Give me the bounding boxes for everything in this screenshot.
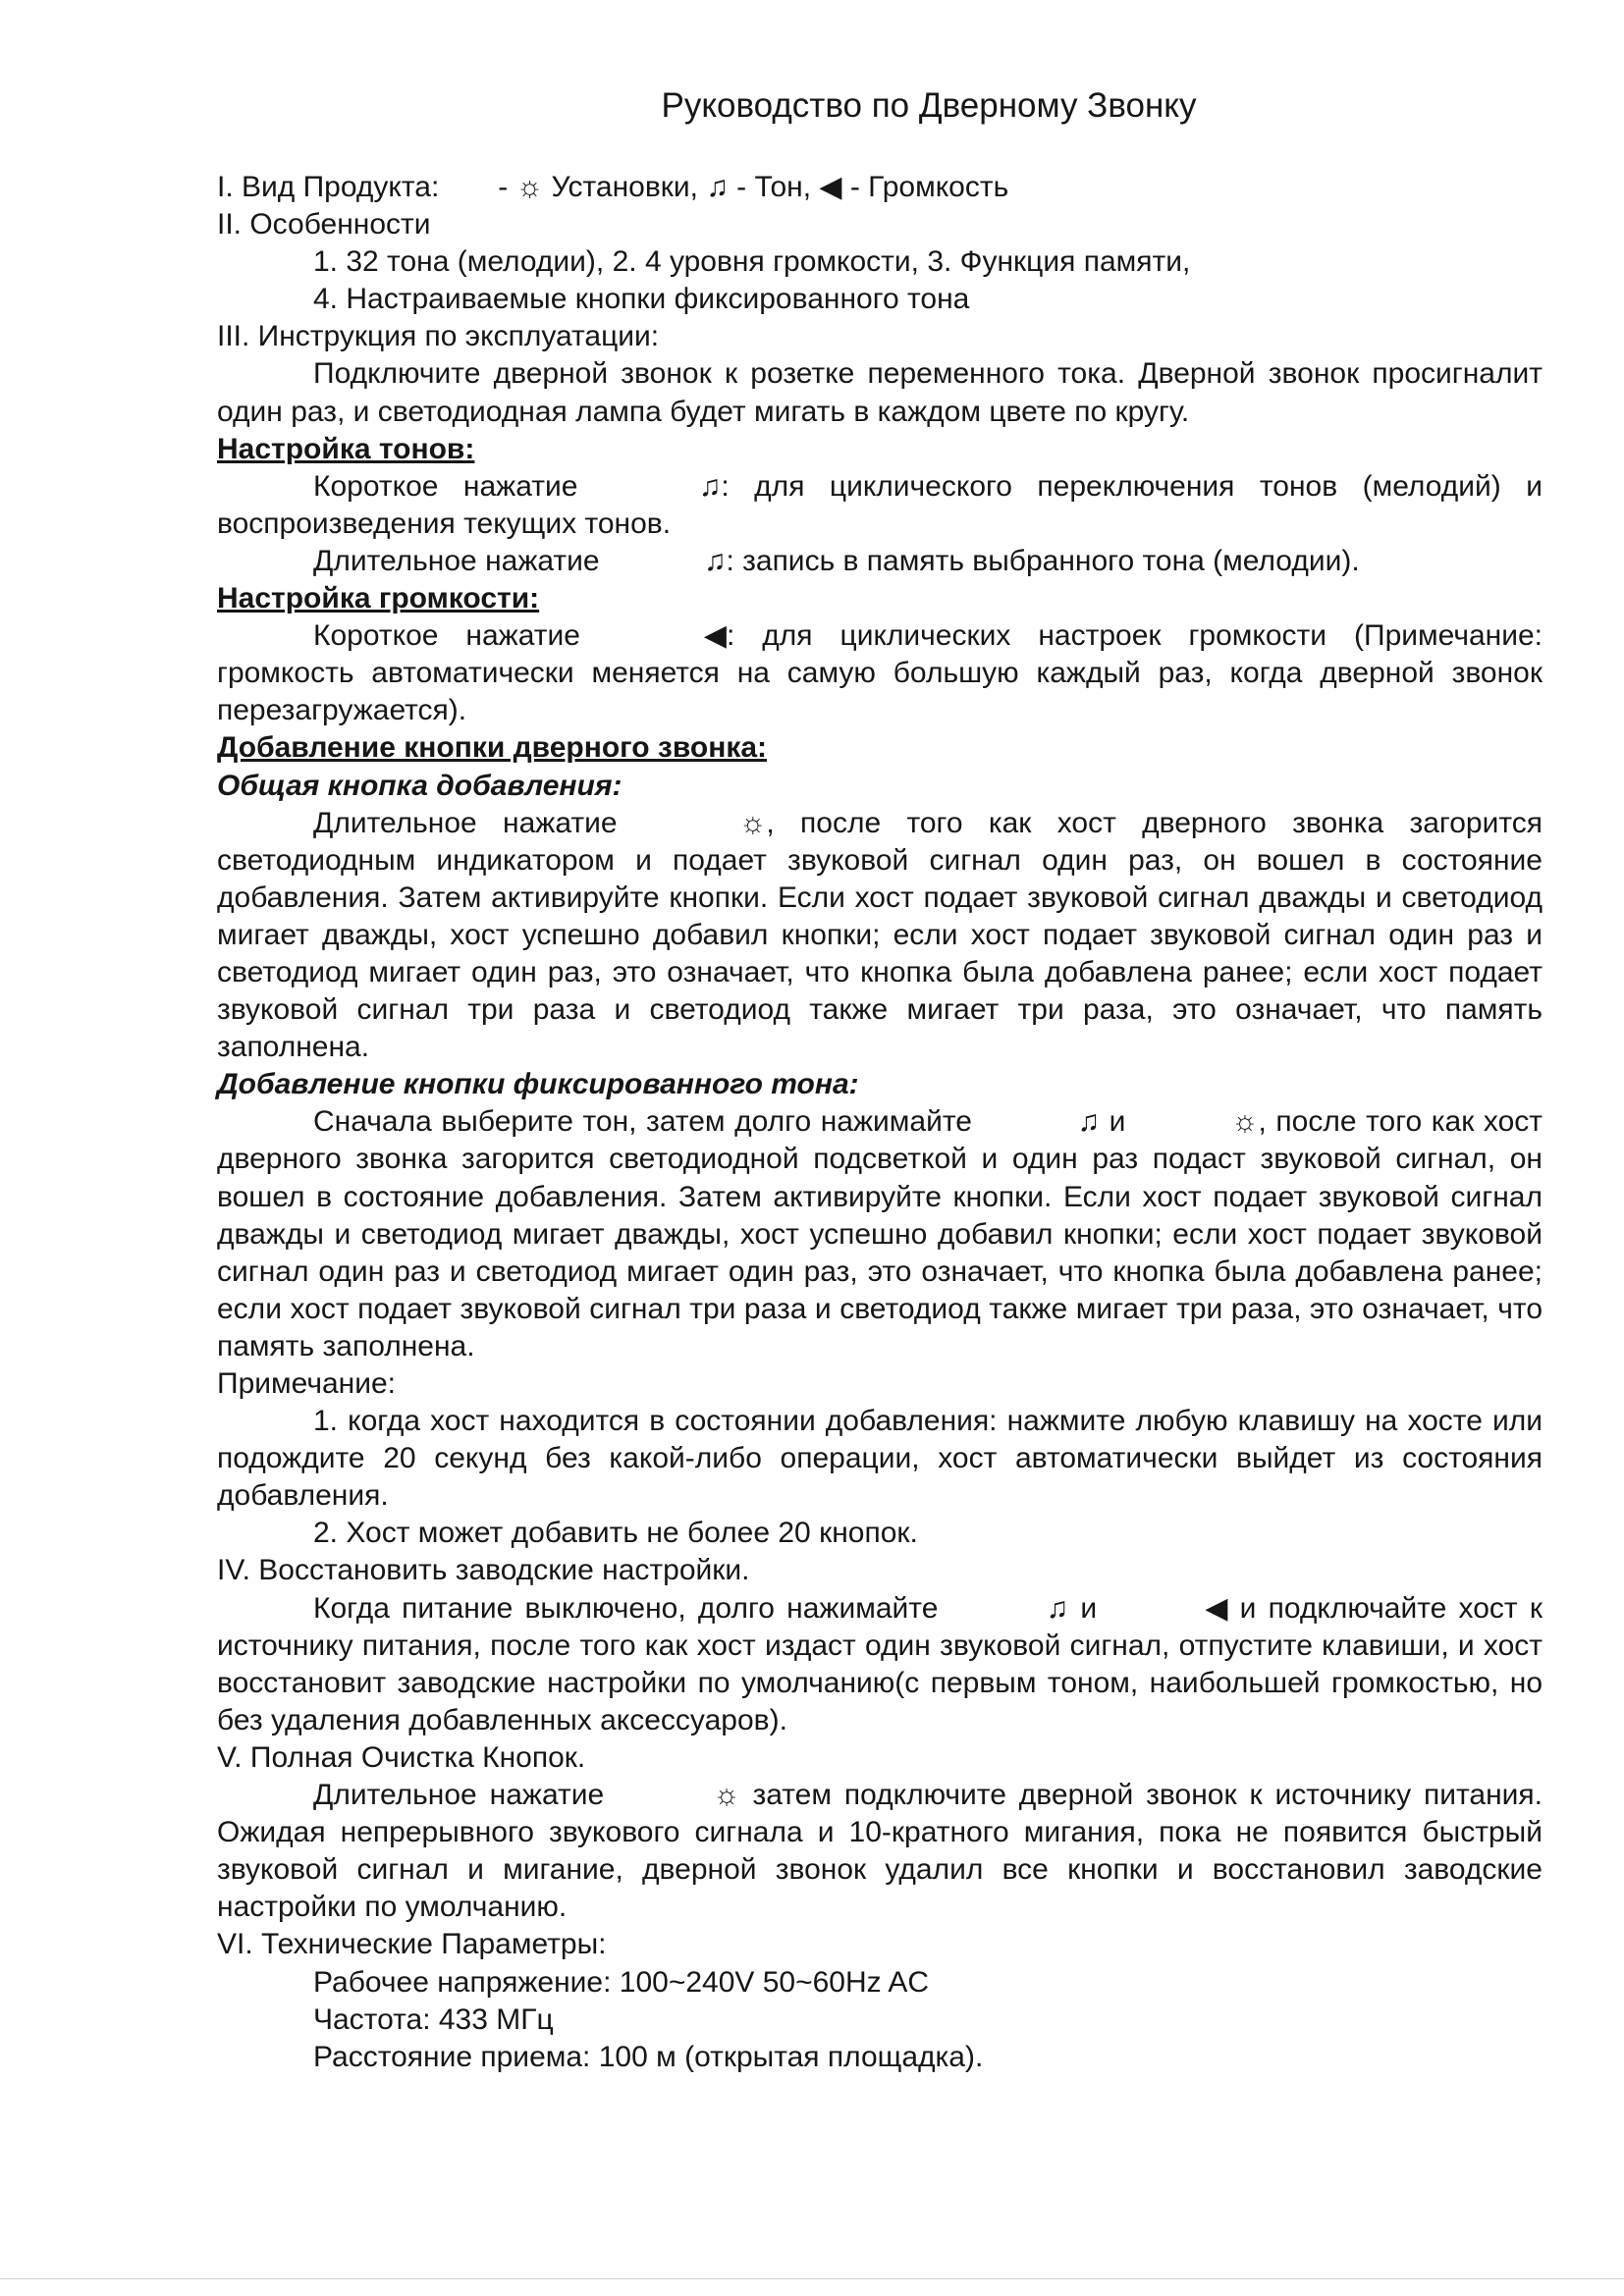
tones-p2-start: Длительное нажатие <box>313 544 608 577</box>
tones-paragraph-1 <box>217 468 1543 543</box>
volume-triangle-icon: ◀ <box>819 171 842 203</box>
instructions-heading: III. Инструкция по эксплуатации: <box>217 320 660 353</box>
music-note-icon: ♫ <box>706 171 729 203</box>
music-note-icon: ♫ <box>703 544 727 577</box>
reset-p-start: Когда питание выключено, долго нажимайте <box>313 1591 950 1625</box>
manual-page <box>217 79 1543 2076</box>
tones-p1-start: Короткое нажатие <box>313 469 603 503</box>
features-line-1: 1. 32 тона (мелодии), 2. 4 уровня громкости, 3. Функция памяти, <box>313 245 1191 279</box>
clear-p-start: Длительное нажатие <box>313 1779 618 1812</box>
features-heading: II. Особенности <box>217 208 431 241</box>
tones-heading: Настройка тонов: <box>217 432 475 465</box>
clear-buttons-paragraph <box>217 1777 1543 1926</box>
clear-p-end: затем подключите дверной звонок к источнику питания. Ожидая непрерывного звукового сигнала и 10-кратного мигания, пока не появится быстрый звуковой сигнал и мигание, дверной звонок удалил все кнопки и восстановил заводские настройки по умолчанию. <box>217 1779 1543 1924</box>
fixed-p-end: , после того как хост дверного звонка загорится светодиодной подсветкой и один раз подаст звуковой сигнал, он вошел в состояние добавления. Затем активируйте кнопки. Если хост подает звуковой сигнал дважды и светодиод мигает дважды, хост успешно добавил кнопки; если хост подает звуковой сигнал один раз и светодиод мигает один раз, это означает, что кнопка была добавлена ранее; если хост подает звуковой сигнал три раза и светодиод также мигает три раза, это означает, что память заполнена. <box>217 1105 1543 1362</box>
tech-frequency: Частота: 433 МГц <box>313 2002 554 2036</box>
features-line-2: 4. Настраиваемые кнопки фиксированного тона <box>313 283 970 316</box>
volume-p-start: Короткое нажатие <box>313 619 608 653</box>
volume-paragraph <box>217 617 1543 729</box>
general-add-paragraph <box>217 805 1543 1067</box>
settings-icon: ☼ <box>515 171 544 203</box>
music-note-icon: ♫ <box>1077 1105 1101 1139</box>
note-heading: Примечание: <box>217 1367 396 1400</box>
settings-icon: ☼ <box>738 806 767 839</box>
settings-icon: ☼ <box>1230 1105 1259 1139</box>
tech-voltage: Рабочее напряжение: 100~240V 50~60Hz AC <box>313 1965 930 1999</box>
general-add-heading: Общая кнопка добавления: <box>217 769 623 802</box>
fixed-tone-heading: Добавление кнопки фиксированного тона: <box>217 1068 859 1101</box>
tech-range: Расстояние приема: 100 м (открытая площадка). <box>313 2040 984 2073</box>
note-item-2: 2. Хост может добавить не более 20 кнопок. <box>313 1517 918 1550</box>
add-button-heading: Добавление кнопки дверного звонка: <box>217 731 768 765</box>
tones-p1-end: : для циклического переключения тонов (мелодий) и воспроизведения текущих тонов. <box>217 469 1543 540</box>
scan-edge-line <box>0 2278 1624 2279</box>
settings-icon: ☼ <box>713 1779 740 1812</box>
general-p-end: , после того как хост дверного звонка загорится светодиодным индикатором и подает звуковой сигнал один раз, он вошел в состояние добавления. Затем активируйте кнопки. Если хост подает звуковой сигнал дважды и светодиод мигает дважды, хост успешно добавил кнопки; если хост подает звуковой сигнал один раз и светодиод мигает один раз, это означает, что кнопка была добавлена ранее; если хост подает звуковой сигнал три раза и светодиод также мигает три раза, это означает, что память заполнена. <box>217 806 1543 1064</box>
fixed-p-and: и <box>1100 1105 1135 1139</box>
volume-p-end: : для циклических настроек громкости (Примечание: громкость автоматически меняется на самую большую каждый раз, когда дверной звонок перезагружается). <box>217 619 1543 727</box>
fixed-p-start: Сначала выберите тон, затем долго нажимайте <box>313 1105 982 1139</box>
fixed-tone-paragraph <box>217 1103 1543 1365</box>
product-view-line <box>217 169 1543 206</box>
clear-buttons-heading: V. Полная Очистка Кнопок. <box>217 1740 586 1774</box>
volume-heading: Настройка громкости: <box>217 582 540 615</box>
reset-p-end: и подключайте хост к источнику питания, после того как хост издаст один звуковой сигнал, отпустите клавиши, и хост восстановит заводские настройки по умолчанию(с первым тоном, наибольшей громкостью, но без удаления добавленных аксессуаров). <box>217 1591 1543 1736</box>
legend-settings-label: Установки, <box>543 171 707 203</box>
tones-p2-end: : запись в память выбранного тона (мелодии). <box>726 544 1360 577</box>
page-title: Руководство по Дверному Звонку <box>661 86 1197 125</box>
product-view-label: I. Вид Продукта: <box>217 171 440 203</box>
legend-tone-label: - Тон, <box>728 171 820 203</box>
reset-p-and: и <box>1068 1591 1110 1625</box>
music-note-icon: ♫ <box>698 469 722 503</box>
music-note-icon: ♫ <box>1046 1591 1069 1625</box>
volume-triangle-icon: ◀ <box>703 619 727 653</box>
tech-params-heading: VI. Технические Параметры: <box>217 1928 607 1961</box>
tones-paragraph-2 <box>217 543 1543 580</box>
general-p-start: Длительное нажатие <box>313 806 643 839</box>
factory-reset-paragraph <box>217 1590 1543 1739</box>
factory-reset-heading: IV. Восстановить заводские настройки. <box>217 1554 750 1587</box>
volume-triangle-icon: ◀ <box>1205 1591 1228 1625</box>
instructions-intro: Подключите дверной звонок к розетке переменного тока. Дверной звонок просигналит один раз, и светодиодная лампа будет мигать в каждом цвете по кругу. <box>217 357 1543 428</box>
legend-settings-prefix: - <box>498 171 516 203</box>
note-item-1: 1. когда хост находится в состоянии добавления: нажмите любую клавишу на хосте или подождите 20 секунд без какой-либо операции, хост автоматически выйдет из состояния добавления. <box>217 1405 1543 1513</box>
legend-volume-label: - Громкость <box>841 171 1009 203</box>
